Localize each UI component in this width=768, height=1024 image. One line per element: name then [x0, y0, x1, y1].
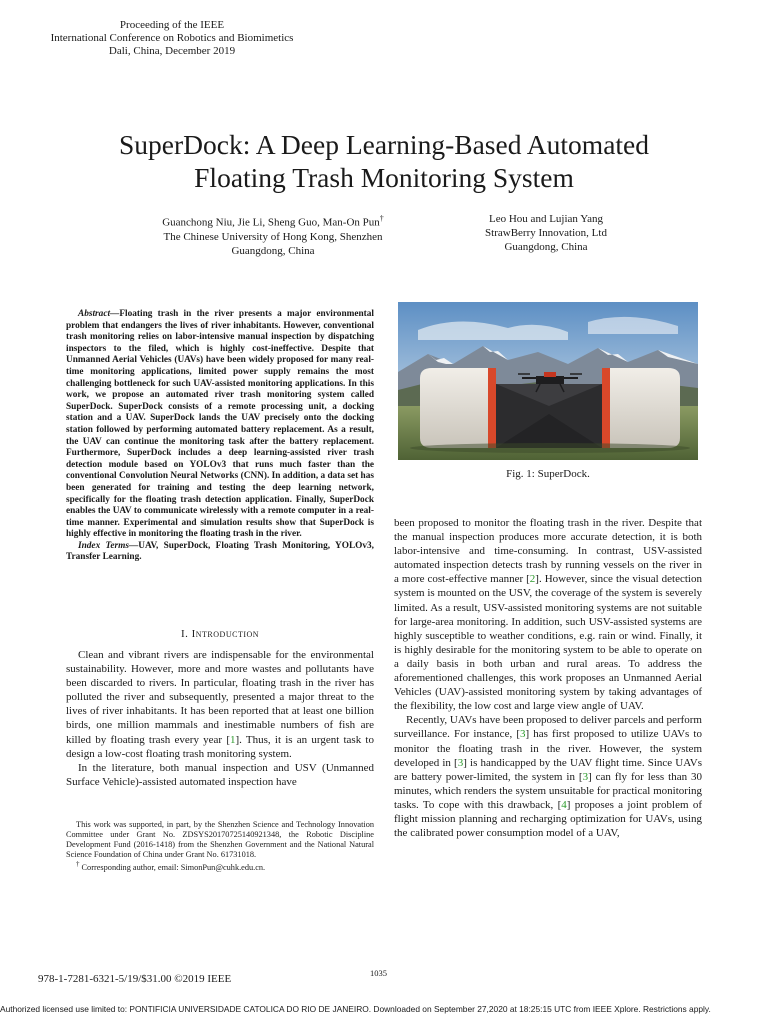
proceedings-line-3: Dali, China, December 2019	[108, 45, 236, 57]
abstract-text: Floating trash in the river presents a major environmental problem that endangers the lives of river inhabitants. However, conventional trash monitoring relies on labor-intensive manual inspection by dispatching inspectors to the filed, which is highly cost-ineffective. Despite that Unmanned Aerial Vehicles (UAVs) have been widely proposed for many real-time monitoring applications, limited power supply remains the most challenging bottleneck for such UAV-assisted monitoring applications. In this work, we propose an automated river trash monitoring system called SuperDock. SuperDock consists of a remote processing unit, a docking station and a UAV. SuperDock lands the UAV precisely onto the docking station followed by performing automated battery replacement. As a result, the UAV can continue the monitoring task after the battery replacement. Furthermore, SuperDock includes a deep learning-assisted river trash detection module based on YOLOv3 that runs much faster than the conventional Convolution Neural Networks (CNN). In addition, a data set has been generated for training and testing the deep learning network, specifically for the floating trash detection application. Finally, SuperDock enables the UAV to communicate wirelessly with a remote computer in a real-time manner. Experimental and simulation results show that SuperDock is highly effective in monitoring the floating trash in the river.	[66, 309, 374, 540]
dock-right-stripe	[602, 368, 610, 448]
author-affiliation-1: The Chinese University of Hong Kong, Shenzhen	[163, 230, 383, 243]
intro-paragraph-1: Clean and vibrant rivers are indispensable for the environmental sustainability. However, more and more wastes and pollutants have been discarded to rivers. In particular, floating trash in the river has polluted the river and subsequently, presented a major threat to the lives of river inhabitants. It has been reported that at least one billion birds, one million mammals and inestimable numbers of fish are killed by floating trash every year [1]. Thus, it is an urgent task to design a low-cost floating trash monitoring system.	[66, 649, 374, 760]
citation-link[interactable]: 2	[529, 573, 536, 586]
citation-link[interactable]: 3	[457, 756, 464, 769]
intro-column-1	[66, 648, 374, 789]
title-line-2: Floating Trash Monitoring System	[194, 162, 574, 193]
author-location-2: Guangdong, China	[504, 241, 588, 253]
citation-link[interactable]: 1	[229, 733, 236, 746]
author-block-1	[108, 212, 438, 258]
citation-link[interactable]: 4	[561, 798, 567, 811]
section-title: Introduction	[191, 628, 260, 640]
paper-title	[40, 128, 728, 194]
citation-link[interactable]: 3	[519, 728, 526, 741]
proceedings-line-2: International Conference on Robotics and Biomimetics	[50, 32, 294, 44]
index-terms-text: UAV, SuperDock, Floating Trash Monitoring, YOLOv3, Transfer Learning.	[66, 540, 374, 563]
dock-left-shell	[420, 368, 490, 448]
proceedings-line-1: Proceeding of the IEEE	[119, 19, 225, 31]
title-line-1: SuperDock: A Deep Learning-Based Automated	[118, 129, 649, 160]
footnote-corresponding: † Corresponding author, email: SimonPun@cuhk.edu.cn.	[76, 861, 266, 872]
index-terms	[66, 541, 374, 564]
dock-left-stripe	[488, 368, 496, 448]
page-number: 1035	[370, 968, 387, 978]
author-location-1: Guangdong, China	[231, 244, 315, 257]
author-names-2: Leo Hou and Lujian Yang	[489, 213, 603, 225]
superdock-photo	[398, 302, 698, 460]
abstract	[66, 309, 374, 564]
index-terms-label: Index Terms—	[78, 540, 139, 551]
figure-caption: Fig. 1: SuperDock.	[506, 468, 590, 480]
section-number: I.	[180, 628, 189, 640]
author-block-2	[456, 212, 636, 254]
license-notice: Authorized licensed use limited to: PONTIFICIA UNIVERSIDADE CATOLICA DO RIO DE JANEIRO. Downloaded on September 27,2020 at 18:25:15 UTC from IEEE Xplore. Restrictions apply.	[0, 1004, 711, 1014]
abstract-label: Abstract—	[78, 309, 120, 319]
footnote-funding: This work was supported, in part, by the Shenzhen Science and Technology Innovation Committee under Grant No. ZDSYS20170725140921348, the Robotic Discipline Development Fund (2016-1418) from the Shenzhen Government and the National Natural Science Foundation of China under Grant No. 61731018.	[66, 820, 374, 859]
intro-paragraph-2: In the literature, both manual inspection and USV (Unmanned Surface Vehicle)-assisted automated inspection have	[66, 761, 374, 788]
col2-paragraph-2: Recently, UAVs have been proposed to deliver parcels and perform surveillance. For instance, [3] has first proposed to utilize UAVs to monitor the floating trash in the river. However, the system developed in [3] is handicapped by the UAV flight time. Since UAVs are battery power-limited, the system in [3] can fly for less than 30 minutes, which renders the system unsuitable for practical monitoring tasks. To cope with this drawback, [4] proposes a joint problem of flight mission planning and recharging optimization for UAVs, using the calibrated power consumption model of a UAV,	[394, 714, 702, 840]
author-affiliation-2: StrawBerry Innovation, Ltd	[485, 227, 607, 239]
proceedings-header	[22, 19, 322, 58]
dock-right-shell	[610, 368, 680, 448]
isbn-line: 978-1-7281-6321-5/19/$31.00 ©2019 IEEE	[38, 973, 232, 985]
section-heading-introduction	[66, 628, 374, 640]
citation-link[interactable]: 3	[582, 770, 589, 783]
author-names-1: Guanchong Niu, Jie Li, Sheng Guo, Man-On Pun†	[162, 214, 384, 229]
col2-paragraph-1: been proposed to monitor the floating trash in the river. Despite that the manual inspection produces more accurate detection, it is both labor-intensive and time-consuming. In contrast, USV-assisted automated inspection detects trash by running vessels on the river in a more cost-effective manner [2]. However, since the visual detection system is mounted on the USV, the coverage of the system is severely limited. As a result, USV-assisted monitoring systems are not suitable for large-area monitoring. In addition, such USV-assisted systems are highly susceptible to weather conditions, e.g. rain or wind. Finally, it is highly desirable for the monitoring system to be able to operate on a daily basis in both urban and rural areas. To address the aforementioned challenges, this work proposes an Unmanned Aerial Vehicles (UAV)-assisted monitoring system by taking advantages of the flexibility, the low cost and large view angle of UAV.	[394, 517, 702, 713]
figure-superdock	[398, 302, 698, 460]
footnote	[66, 820, 374, 873]
intro-column-2	[394, 516, 702, 840]
abstract-body	[66, 309, 374, 541]
